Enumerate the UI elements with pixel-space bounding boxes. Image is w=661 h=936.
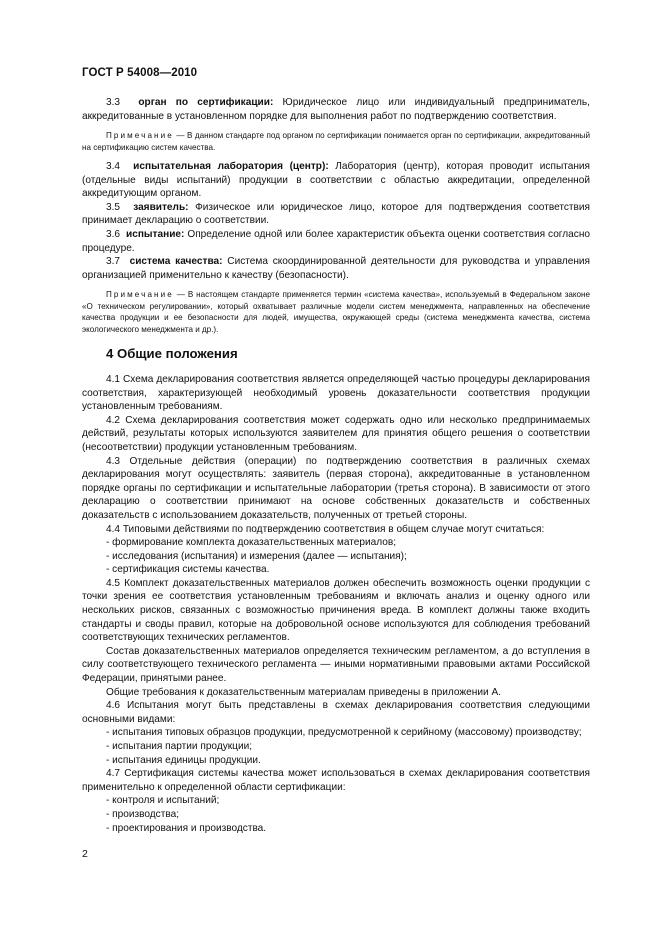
clause-number: 3.7 [106, 256, 121, 268]
paragraph-4-5: 4.5 Комплект доказательственных материалов должен обеспечить возможность оценки продукции с точки зрения ее соответствия установленным требованиям и включать анализ и оценку одного или нескольких рисков, связанных с возможностью причинения вреда. В комплект должны также входить стандарты и своды правил, которые на добровольной основе используются для соблюдения требований соответствующих технических регламентов. [82, 577, 590, 644]
paragraph-4-4: 4.4 Типовыми действиями по подтверждению соответствия в общем случае могут считаться: [106, 523, 545, 535]
term: система качества: [129, 256, 223, 268]
definition-text: Юридическое лицо или индивидуальный предприниматель, аккредитованные в установленном порядке для выполнения работ по подтверждению соответствия. [82, 97, 590, 122]
paragraph-4-7: 4.7 Сертификация системы качества может использоваться в схемах декларирования соответствия применительно к определенной области сертификации: [82, 768, 590, 793]
paragraph-4-2: 4.2 Схема декларирования соответствия может содержать одно или несколько предпринимаемых действий, результаты которых используются заявителем для принятия общего решения о соответствии (несоответствии) продукции установленным требованиям. [82, 414, 590, 453]
paragraph-4-5-composition: Состав доказательственных материалов определяется техническим регламентом, а до вступления в силу соответствующего технического регламента — иными нормативными правовыми актами Российской Федерации, принятыми ранее. [82, 645, 590, 685]
list-item: - испытания партии продукции; [106, 741, 253, 752]
paragraph-4-6: 4.6 Испытания могут быть представлены в схемах декларирования соответствия следующими основными видами: [82, 700, 590, 725]
term: заявитель: [133, 201, 189, 213]
list-item: - проектирования и производства. [106, 822, 267, 834]
list-item: - испытания типовых образцов продукции, предусмотренной к серийному (массовому) производству; [106, 727, 582, 739]
note-text: — В настоящем стандарте применяется термин «система качества», используемый в Федеральном законе «О техническом регулировании», который охватывает различные модели систем менеджмента, направленных на обеспечение качества продукции и ее безопасности для людей, имущества, окружающей среды (система менеджмента качества, система экологического менеджмента и др.). [82, 290, 591, 334]
document-body [82, 96, 590, 835]
clause-number: 3.5 [106, 201, 121, 213]
list-item: - производства; [106, 808, 179, 820]
list-item: - формирование комплекта доказательственных материалов; [106, 537, 396, 549]
term: испытательная лаборатория (центр): [133, 161, 329, 172]
clause-number: 3.3 [106, 97, 121, 108]
paragraph-4-5-general: Общие требования к доказательственным материалам приведены в приложении А. [106, 686, 501, 698]
list-item: - контроля и испытаний; [106, 795, 220, 807]
list-item: - исследования (испытания) и измерения (далее — испытания); [106, 550, 407, 562]
section-title: 4 Общие положения [106, 345, 238, 361]
list-item: - сертификация системы качества. [106, 564, 270, 576]
clause-number: 3.6 [106, 228, 121, 240]
note-label: Примечание [106, 290, 174, 300]
note-2 [82, 289, 590, 335]
definition-3-5 [82, 201, 590, 228]
note-text: — В данном стандарте под органом по сертификации понимается орган по сертификации, аккредитованный на сертификацию систем качества. [82, 131, 590, 152]
term: испытание: [126, 228, 185, 240]
definition-3-3 [82, 96, 590, 123]
definition-text: Физическое или юридическое лицо, которое для подтверждения соответствия принимает декларацию о соответствии. [82, 201, 591, 227]
note-label: Примечание [106, 131, 174, 141]
clause-number: 3.4 [106, 161, 121, 172]
definition-text: Определение одной или более характеристик объекта оценки соответствия согласно процедуре. [82, 228, 591, 254]
term: орган по сертификации: [138, 97, 274, 108]
paragraph-4-1: 4.1 Схема декларирования соответствия является определяющей частью процедуры декларирования соответствия, характеризующей необходимый уровень доказательности соответствия продукции установленным требованиям. [82, 373, 590, 413]
definition-3-7 [82, 255, 590, 282]
paragraph-4-3: 4.3 Отдельные действия (операции) по подтверждению соответствия в различных схемах декларирования могут осуществлять: заявитель (первая сторона), аккредитованные в установленном порядке органы по сертификации и испытательные лаборатории (третья сторона). В зависимости от этого декларацию о соответствии принимают на основе собственных доказательств и собственных доказательств с использованием доказательств, полученных от третьей стороны. [82, 455, 590, 521]
page-number: 2 [82, 848, 88, 860]
definition-3-6 [82, 228, 590, 255]
document-header: ГОСТ Р 54008—2010 [82, 67, 198, 79]
definition-3-4 [82, 160, 590, 201]
note-1 [82, 130, 590, 153]
definition-text: Система скоординированной деятельности для руководства и управления организацией применительно к качеству (безопасности). [82, 256, 591, 281]
list-item: - испытания единицы продукции. [106, 754, 261, 766]
definition-text: Лаборатория (центр), которая проводит испытания (отдельные виды испытаний) продукции в соответствии с областью аккредитации, определенной аккредитующим органом. [82, 161, 590, 200]
